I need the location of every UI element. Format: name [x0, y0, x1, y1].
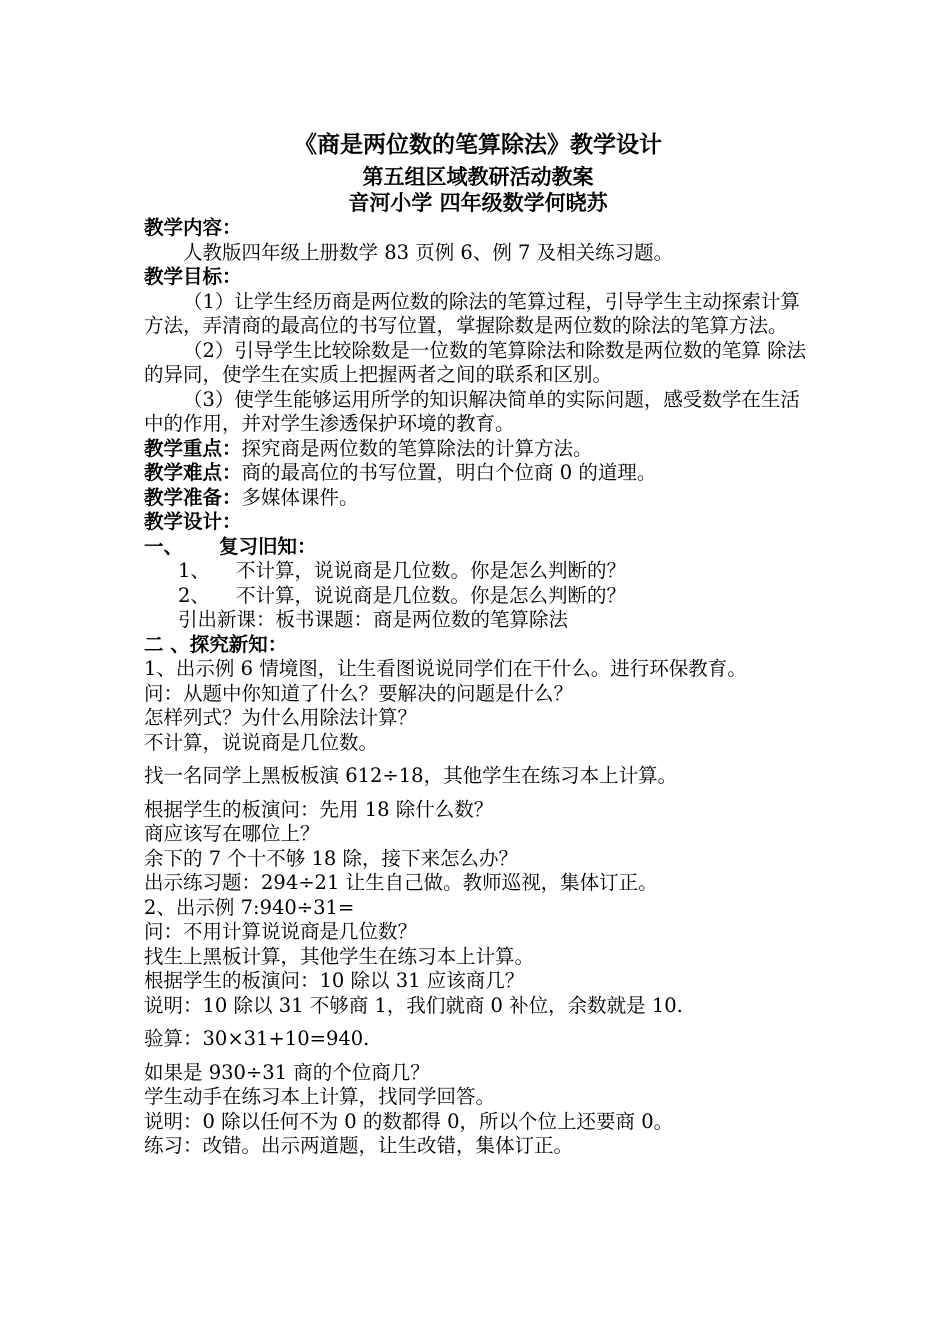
body-line: 根据学生的板演问：先用 18 除什么数？ — [144, 797, 494, 821]
section1-title: 复习旧知： — [219, 534, 317, 558]
prep-text: 多媒体课件。 — [241, 485, 359, 509]
body-line: 问：从题中你知道了什么？要解决的问题是什么？ — [144, 681, 574, 705]
list-item-number: 1、 — [178, 559, 210, 582]
key-label: 教学重点： — [144, 436, 242, 460]
document-subtitle-author: 音河小学 四年级数学何晓苏 — [348, 190, 608, 215]
list-item-text: 不计算，说说商是几位数。你是怎么判断的？ — [236, 583, 627, 607]
body-line: 余下的 7 个十不够 18 除，接下来怎么办？ — [144, 846, 519, 870]
document-page — [144, 130, 812, 1159]
list-item-text: 不计算，说说商是几位数。你是怎么判断的？ — [236, 559, 627, 582]
body-line: 验算：30×31+10=940. — [144, 1027, 370, 1050]
section2-heading: 二 、探究新知： — [144, 632, 288, 656]
body-line: 找一名同学上黑板板演 612÷18，其他学生在练习本上计算。 — [144, 764, 678, 787]
design-label: 教学设计： — [144, 510, 242, 533]
body-line: 找生上黑板计算，其他学生在练习本上计算。 — [144, 944, 535, 968]
list-item — [144, 584, 812, 609]
document-title: 《商是两位数的笔算除法》教学设计 — [294, 131, 662, 158]
section1-number: 一、 — [144, 534, 184, 558]
list-item — [144, 559, 812, 584]
body-line: 2、出示例 7:940÷31= — [144, 895, 355, 919]
preparation — [144, 486, 812, 511]
goals-label: 教学目标： — [144, 265, 242, 288]
body-line: 说明：10 除以 31 不够商 1，我们就商 0 补位，余数就是 10. — [144, 993, 683, 1017]
goal-paragraph: （2）引导学生比较除数是一位数的笔算除法和除数是两位数的笔算 除法的异同，使学生在实质上把握两者之间的联系和区别。 — [144, 338, 807, 386]
key-point — [144, 437, 812, 462]
body-line: 根据学生的板演问：10 除以 31 应该商几？ — [144, 969, 525, 992]
body-line: 商应该写在哪位上？ — [144, 822, 320, 845]
body-line: 如果是 930÷31 商的个位商几？ — [144, 1060, 430, 1084]
body-line: 1、出示例 6 情境图，让生看图说说同学们在干什么。进行环保教育。 — [144, 657, 747, 680]
body-line: 说明：0 除以任何不为 0 的数都得 0，所以个位上还要商 0。 — [144, 1109, 674, 1133]
section1-intro: 引出新课：板书课题：商是两位数的笔算除法 — [178, 608, 569, 631]
body-line: 出示练习题：294÷21 让生自己做。教师巡视，集体订正。 — [144, 871, 658, 894]
body-line: 学生动手在练习本上计算，找同学回答。 — [144, 1085, 496, 1108]
body-line: 不计算，说说商是几位数。 — [144, 730, 379, 754]
body-line: 问：不用计算说说商是几位数？ — [144, 920, 418, 943]
difficulty-label: 教学难点： — [144, 461, 242, 484]
difficulty-text: 商的最高位的书写位置，明白个位商 0 的道理。 — [241, 461, 657, 484]
content-text: 人教版四年级上册数学 83 页例 6、例 7 及相关练习题。 — [183, 240, 674, 264]
body-line: 练习：改错。出示两道题，让生改错，集体订正。 — [144, 1134, 574, 1157]
key-text: 探究商是两位数的笔算除法的计算方法。 — [241, 436, 593, 460]
document-subtitle-group: 第五组区域教研活动教案 — [362, 164, 594, 189]
goal-paragraph: （3）使学生能够运用所学的知识解决简单的实际问题，感受数学在生活中的作用，并对学生渗透保护环境的教育。 — [144, 387, 800, 435]
body-line: 怎样列式？为什么用除法计算？ — [144, 706, 418, 729]
difficulty-point — [144, 461, 812, 486]
prep-label: 教学准备： — [144, 485, 242, 509]
content-label: 教学内容： — [144, 216, 242, 239]
list-item-number: 2、 — [178, 583, 210, 607]
section1-heading — [144, 535, 812, 560]
goal-paragraph: （1）让学生经历商是两位数的除法的笔算过程，引导学生主动探索计算方法，弄清商的最高位的书写位置，掌握除数是两位数的除法的笔算方法。 — [144, 289, 800, 337]
